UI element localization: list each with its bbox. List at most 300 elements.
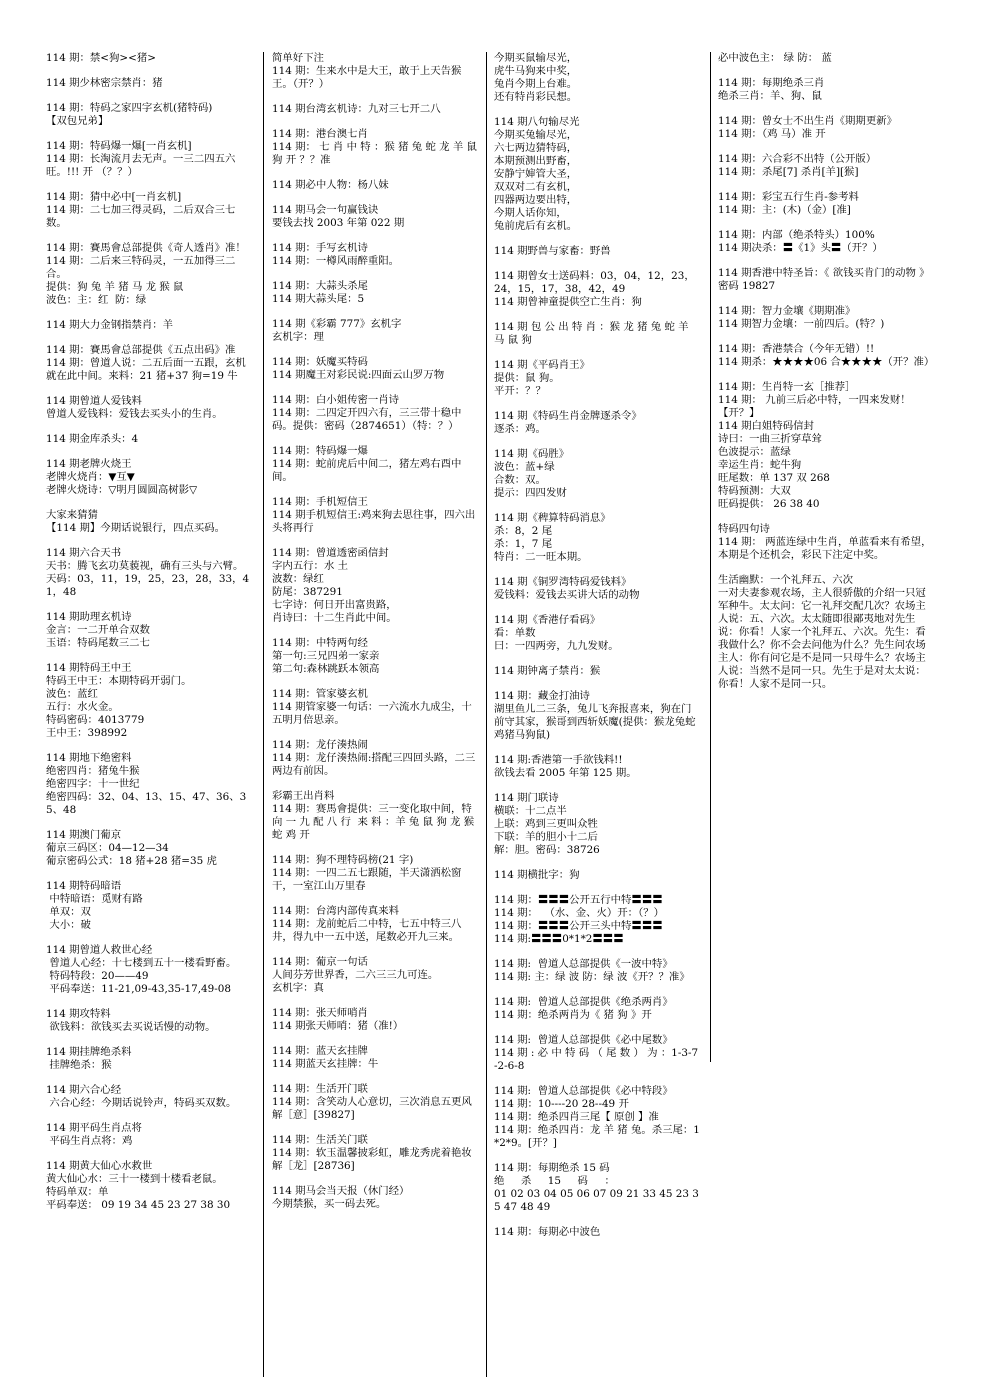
- text-line: 兔肖今期上台难。: [494, 78, 578, 90]
- text-line: 114 期：每期绝杀三肖: [718, 77, 825, 89]
- text-line: 特肖：二一旺本期。: [494, 551, 588, 563]
- text-block: [718, 153, 932, 179]
- text-line: 提供：鼠 狗。: [494, 372, 560, 384]
- text-block: [494, 894, 700, 946]
- text-line: 114 期六合天书: [46, 547, 122, 559]
- text-block: [494, 665, 700, 678]
- text-block: [494, 448, 700, 500]
- text-line: 第二句:森林跳跃本领高: [272, 663, 380, 675]
- text-line: 114 期： 七 肖 中 特 ：猴 猪 兔 蛇 龙 羊 鼠 狗 开 ？？准: [272, 141, 481, 166]
- text-block: [46, 242, 254, 307]
- text-line: 旺码提供： 26 38 40: [718, 498, 820, 510]
- column-divider: [710, 52, 711, 1062]
- text-line: 还有特肖彩民想。: [494, 91, 578, 103]
- text-line: 金言：一二开单合双数: [46, 624, 150, 636]
- text-block: [718, 381, 932, 511]
- text-block: [494, 116, 700, 233]
- text-line: 【双包兄弟】: [46, 115, 109, 127]
- text-line: 114 期《码胜》: [494, 448, 570, 460]
- text-block: [46, 547, 254, 599]
- text-block: [272, 1045, 478, 1071]
- text-line: 今期买鼠输尽光，: [494, 52, 578, 64]
- text-line: 欲钱去看 2005 年第 125 期。: [494, 767, 637, 779]
- text-line: 上联：鸡到三更叫众牲: [494, 818, 598, 830]
- text-line: 114 期特码王中王: [46, 662, 132, 674]
- text-line: 葡京三码区：04—12—34: [46, 842, 169, 854]
- text-line: 114 期马会一句赢钱诀: [272, 204, 379, 216]
- text-line: 114 期白姐特码信封: [718, 420, 814, 432]
- text-line: 114 期：一四二五七跟随，半天潇洒松窗干，一室江山万里春: [272, 867, 462, 892]
- text-line: 湖里鱼儿二三条，兔儿飞奔报喜来，狗在门前守其家，猴哥到西斩妖魔(提供：猴龙兔蛇鸡猪马狗鼠): [494, 703, 696, 741]
- text-line: 六合心经：今期话说铃声，特码买双数。: [46, 1097, 237, 1109]
- text-line: 今期人话你知，: [494, 207, 567, 219]
- text-line: 114 期《特码生肖金牌逐杀令》: [494, 410, 642, 422]
- text-line: 114 期魔王对彩民说:四面云山罗万物: [272, 369, 445, 381]
- text-line: 114 期：葡京一句话: [272, 956, 368, 968]
- text-block: [494, 792, 700, 857]
- text-line: 看：单数: [494, 627, 536, 639]
- text-line: 单双：双: [46, 906, 91, 918]
- text-line: 114 期：特码之家四字玄机(猪特码): [46, 102, 213, 114]
- text-line: 解［龙］[28736]: [272, 1160, 355, 1172]
- text-line: 114 期：曾道人说：二五后面一五跟，玄机就在此中间。来料：21 猪+37 狗=19 牛: [46, 357, 246, 382]
- text-column-1: [46, 52, 254, 1388]
- text-line: 大小：破: [46, 919, 91, 931]
- column-divider: [486, 52, 487, 1377]
- text-block: [46, 140, 254, 179]
- text-line: 114 期马会当天报（休门经）: [272, 1185, 410, 1197]
- text-block: [272, 1007, 478, 1033]
- text-line: 曰：一四两旁，九九发财。: [494, 640, 619, 652]
- text-line: 114 期：曾道透密函信封: [272, 547, 389, 559]
- text-line: 114 期:〓〓〓0*1*2〓〓〓: [494, 933, 624, 945]
- text-line: 114 期横批字：狗: [494, 869, 580, 881]
- text-block: [46, 880, 254, 932]
- text-line: 提供：狗 兔 羊 猪 马 龙 猴 鼠: [46, 281, 184, 293]
- text-line: 114 期：二后来三特码灵，一五加得三二合。: [46, 255, 236, 280]
- text-line: 特码密码：4013779: [46, 714, 145, 726]
- text-line: 【114 期】今期话说银行，四点买码。: [46, 522, 225, 534]
- text-line: 114 期决杀：〓《1》头〓（开？）: [718, 242, 883, 254]
- text-line: 114 期：软玉温馨披彩虹，雕龙秀虎着艳妆: [272, 1147, 472, 1159]
- text-block: [272, 905, 478, 944]
- text-line: 01 02 03 04 05 06 07 09 21 33 45 23 35 47 48 49: [494, 1188, 699, 1213]
- text-line: 114 期：绝杀四肖：龙 羊 猪 兔。杀三尾：1*2*9。[开？]: [494, 1124, 700, 1149]
- text-block: [272, 128, 481, 167]
- text-line: 114 期香港中特圣旨：《 欲钱买肯门的动物 》密码 19827: [718, 267, 930, 292]
- text-block: [718, 523, 932, 562]
- text-line: 本期预测出野畜，: [494, 155, 578, 167]
- text-block: [46, 1046, 254, 1072]
- text-line: 114 期六合心经: [46, 1084, 122, 1096]
- text-line: 双双对二有玄机，: [494, 181, 578, 193]
- text-line: 114 期《香港仔看码》: [494, 614, 601, 626]
- text-line: 杀：1，7 尾: [494, 538, 553, 550]
- text-block: [272, 103, 478, 116]
- text-line: 合数：双。: [494, 474, 546, 486]
- text-line: 天码：03，11，19，25，23，28，33，41，48: [46, 573, 250, 598]
- text-block: [46, 395, 254, 421]
- column-divider: [263, 52, 264, 1377]
- text-line: 解：胆。密码：38726: [494, 844, 600, 856]
- text-block: [494, 958, 700, 984]
- text-block: [718, 115, 932, 141]
- text-line: 114 期《平码肖王》: [494, 359, 590, 371]
- text-line: 114 期：手写玄机诗: [272, 242, 368, 254]
- text-block: [718, 52, 932, 65]
- text-block: [718, 191, 932, 217]
- text-line: 114 期助理玄机诗: [46, 611, 132, 623]
- text-line: 安静宁婶管大圣，: [494, 168, 578, 180]
- text-line: 简单好下注: [272, 52, 324, 64]
- text-line: 横联：十二点半: [494, 805, 567, 817]
- text-line: 波数：绿红: [272, 573, 324, 585]
- text-line: 今期禁猴，买一码去死。: [272, 1198, 387, 1210]
- text-block: [272, 1185, 478, 1211]
- text-line: 114 期：大蒜头杀尾: [272, 280, 368, 292]
- text-block: [272, 1134, 478, 1173]
- text-line: 114 期：生肖特一玄［推荐］: [718, 381, 856, 393]
- text-line: 114 期：长淘流月去无声。一三二四五六旺。!!! 开 （？？）: [46, 153, 236, 178]
- text-line: 114 期挂牌绝杀料: [46, 1046, 132, 1058]
- text-line: 114 期：特码爆一爆[一肖玄机]: [46, 140, 192, 152]
- text-block: [494, 869, 700, 882]
- text-line: 玄机字：理: [272, 331, 324, 343]
- text-line: 114 期：手机短信王: [272, 496, 368, 508]
- text-block: [494, 754, 700, 780]
- text-line: 114 期：绝杀四肖三尾【 原创 】准: [494, 1111, 659, 1123]
- text-line: 114 期：龙仔湊热闹:搭配三四回头路，二三两边有前因。: [272, 752, 476, 777]
- text-line: 114 期手机短信王:鸡来狗去思往事，四六出头将再行: [272, 509, 476, 534]
- text-block: [718, 343, 935, 369]
- text-line: 114 期：赛馬會提供：三一变化取中间，特 向 一 九 配 八 行 来 料 ：羊 兔 鼠 狗 龙 猴 蛇 鸡 开: [272, 803, 478, 841]
- text-line: 114 期：〓〓〓公开三头中特〓〓〓: [494, 920, 663, 932]
- text-line: 绝密四码：32、04、13、15、47、36、35、48: [46, 791, 247, 816]
- text-line: 四器两边要出特，: [494, 194, 578, 206]
- text-block: [46, 52, 254, 65]
- text-block: [46, 1008, 254, 1034]
- text-line: 114 期澳门葡京: [46, 829, 122, 841]
- text-line: 114 期钟离子禁肖：猴: [494, 665, 601, 677]
- text-block: [494, 270, 700, 309]
- text-line: 114 期：每期绝杀 15 码: [494, 1162, 610, 1174]
- text-line: 114 期：賽馬會总部提供《五点出码》准: [46, 344, 236, 356]
- text-line: 114 期《铜罗湾特码爱钱料》: [494, 576, 632, 588]
- text-block: [46, 458, 254, 497]
- text-column-4: [718, 52, 935, 1388]
- text-line: 幸运生肖：蛇牛狗: [718, 459, 802, 471]
- text-line: 114 期：（鸡 马）准 开: [718, 128, 826, 140]
- text-block: [272, 52, 478, 91]
- text-line: 114 期张天师哨：猪（准!）: [272, 1020, 404, 1032]
- text-line: 114 期必中人物：杨八妹: [272, 179, 389, 191]
- text-block: [272, 445, 478, 484]
- text-line: 绝杀三肖：羊、狗、鼠: [718, 90, 822, 102]
- text-line: 114 期：特码爆一爆: [272, 445, 368, 457]
- text-line: 114 期：港台澳七肖: [272, 128, 368, 140]
- text-line: 114 期：一樽风雨醉重阳。: [272, 255, 400, 267]
- text-block: [494, 410, 700, 436]
- text-line: 114 期台湾玄机诗：九对三七开二八: [272, 103, 441, 115]
- text-line: 114 期：杀尾[7] 杀肖[羊][猴]: [718, 166, 859, 178]
- text-line: 人间芬芳世界香，二六三三九可连。: [272, 969, 439, 981]
- text-line: 肖诗曰：十二生肖此中间。: [272, 612, 397, 624]
- text-block: [272, 280, 478, 306]
- text-line: 特码预测：大双: [718, 485, 791, 497]
- text-line: 114 期：蓝天玄挂牌: [272, 1045, 368, 1057]
- text-line: 114 期：生活开门联: [272, 1083, 368, 1095]
- text-column-2: [272, 52, 481, 1388]
- text-line: 114 期：生活关门联: [272, 1134, 368, 1146]
- text-line: 114 期：10----20 28--49 开: [494, 1098, 629, 1110]
- text-block: [46, 1160, 254, 1212]
- text-line: 平码生肖点将：鸡: [46, 1135, 133, 1147]
- text-line: 114 期：内部（绝杀特头）100%: [718, 229, 875, 241]
- text-column-3: [494, 52, 700, 1388]
- text-line: 114 期：曾女士不出生肖《期期更新》: [718, 115, 897, 127]
- text-line: 114 期老牌火烧王: [46, 458, 132, 470]
- text-line: 114 期：含笑动人心意切，三次消息五更风: [272, 1096, 472, 1108]
- text-line: 五行：水火金。: [46, 701, 119, 713]
- text-line: 114 期黄大仙心水救世: [46, 1160, 153, 1172]
- text-block: [494, 245, 700, 258]
- text-line: 114 期：賽馬會总部提供《奇人透肖》准！: [46, 242, 246, 254]
- text-line: 114 期：白小姐传密一肖诗: [272, 394, 400, 406]
- text-line: 老牌火烧肖：▼互▼: [46, 471, 135, 483]
- text-line: 114 期曾女士送码料：03，04，12，23，24，15，17，38，42，49: [494, 270, 695, 295]
- text-block: [494, 690, 700, 742]
- text-line: 平开：？？: [494, 385, 546, 397]
- text-block: [718, 574, 932, 691]
- text-line: 114 期：蛇前虎后中间二，猪左鸡右酉中间。: [272, 458, 462, 483]
- text-block: [272, 956, 478, 995]
- text-block: [46, 433, 254, 446]
- text-line: 平码奉送： 09 19 34 45 23 27 38 30: [46, 1199, 231, 1211]
- text-line: 爱钱料：爱钱去买讲大话的动物: [494, 589, 640, 601]
- text-block: [272, 547, 478, 625]
- text-block: [272, 204, 478, 230]
- text-block: [46, 752, 254, 817]
- text-block: [46, 662, 254, 740]
- text-block: [46, 344, 254, 383]
- text-block: [272, 394, 478, 433]
- text-block: [494, 1162, 700, 1214]
- text-line: 114 期： 两蓝连绿中生肖，单蓝看来有希望，本期是个还机会，彩民下注定中奖。: [718, 536, 932, 561]
- text-line: 曾道人心经：十七楼到五十一楼看野畜。: [46, 957, 237, 969]
- text-line: 波色：主：红 防：绿: [46, 294, 147, 306]
- text-line: 虎牛马狗来中奖，: [494, 65, 578, 77]
- text-line: 114 期: 曾道人总部提供《必中特段》: [494, 1085, 673, 1097]
- text-line: 提示：四四发财: [494, 487, 567, 499]
- text-line: 逐杀：鸡。: [494, 423, 546, 435]
- text-line: 114 期 : 必 中 特 码 （ 尾 数 ） 为 ：1-3-7-2-6-8: [494, 1047, 699, 1072]
- text-line: 114 期：六合彩不出特（公开版）: [718, 153, 877, 165]
- text-block: [272, 688, 478, 727]
- text-line: 诗曰：一曲三折穿草耸: [718, 433, 822, 445]
- text-line: 114 期曾道人爱钱料: [46, 395, 142, 407]
- text-block: [494, 359, 700, 398]
- text-line: 老牌火烧诗：▽明月圆圆高树影▽: [46, 484, 198, 496]
- text-line: 114 期：龙前蛇后二中特，七五中特三八井，得九中一五中送，尾数必开九三来。: [272, 918, 462, 943]
- text-block: [272, 637, 478, 676]
- text-line: 114 期: 曾道人总部提供《一波中特》: [494, 958, 673, 970]
- text-line: 特码特段：20——49: [46, 970, 149, 982]
- text-block: [272, 854, 478, 893]
- text-line: 114 期:香港第一手欲钱料!!: [494, 754, 623, 766]
- text-line: 字内五行：水 土: [272, 560, 349, 572]
- text-line: 绝密四肖：猪兔牛猴: [46, 765, 140, 777]
- text-line: 特码王中王：本期特码开弱门。: [46, 675, 192, 687]
- text-block: [46, 1084, 254, 1110]
- text-block: [46, 1122, 254, 1148]
- text-line: 今期买兔输尽光，: [494, 129, 578, 141]
- text-block: [494, 512, 700, 564]
- text-line: 旺尾数：单 137 双 268: [718, 472, 830, 484]
- text-line: 114 期：禁<狗><猪>: [46, 52, 156, 64]
- text-line: 114 期： （水、金、火）开：（？）: [494, 907, 665, 919]
- text-line: 114 期：中特两句经: [272, 637, 368, 649]
- text-block: [272, 739, 478, 778]
- text-line: 特码单双：单: [46, 1186, 109, 1198]
- text-block: [494, 576, 700, 602]
- text-line: 114 期野兽与家畜：野兽: [494, 245, 611, 257]
- text-line: 114 期少林密宗禁肖：猪: [46, 77, 163, 89]
- text-line: 114 期：台湾内部传真来料: [272, 905, 400, 917]
- text-line: 114 期：绝杀两肖为《 猪 狗 》开: [494, 1009, 652, 1021]
- text-line: 玄机字：真: [272, 982, 324, 994]
- text-line: 114 期智力金壤：一前四后。(特？): [718, 318, 885, 330]
- text-line: 114 期：〓〓〓公开五行中特〓〓〓: [494, 894, 663, 906]
- text-line: 114 期管家婆一句话：一六流水九成尘，十五明月倍思亲。: [272, 701, 472, 726]
- text-line: 大家来猜猜: [46, 509, 98, 521]
- text-line: 114 期： 九前三后必中特，一四来发财！【开？】: [718, 394, 911, 419]
- text-block: [494, 1226, 700, 1239]
- text-line: 114 期：智力金壤《期期准》: [718, 305, 856, 317]
- text-line: 曾道人爱钱料：爱钱去买头小的生肖。: [46, 408, 223, 420]
- text-line: 王中王：398992: [46, 727, 128, 739]
- text-line: 下联：羊的胆小十二后: [494, 831, 598, 843]
- text-line: 114 期门联诗: [494, 792, 559, 804]
- text-line: 114 期：主：(木)（金）[准]: [718, 204, 851, 216]
- text-block: [718, 267, 932, 293]
- text-block: [46, 319, 254, 332]
- text-line: 114 期：生来水中是大王，敢于上天告猴王。（开？）: [272, 65, 462, 90]
- text-line: 杀：8，2 尾: [494, 525, 553, 537]
- text-block: [46, 509, 254, 535]
- text-block: [718, 229, 932, 255]
- text-line: 114 期曾道人救世心经: [46, 944, 153, 956]
- text-line: 114 期：猜中必中[一肖玄机]: [46, 191, 182, 203]
- text-block: [494, 1034, 700, 1073]
- text-block: [494, 52, 700, 104]
- text-line: 114 期：每期必中波色: [494, 1226, 601, 1238]
- text-line: 114 期：狗不理特码榜(21 字): [272, 854, 414, 866]
- text-line: 114 期: 曾道人总部提供《绝杀两肖》: [494, 996, 673, 1008]
- text-line: 第一句:三兄四弟一家亲: [272, 650, 380, 662]
- text-line: 114 期: 主：绿 波 防：绿 波《开？？准》: [494, 971, 690, 983]
- text-line: 114 期：管家婆玄机: [272, 688, 368, 700]
- text-line: 生活幽默：一个礼拜五、六次: [718, 574, 854, 586]
- text-line: 114 期平码生肖点将: [46, 1122, 142, 1134]
- text-line: 114 期蓝天玄挂牌：牛: [272, 1058, 379, 1070]
- text-line: 中特暗语：觅财有路: [46, 893, 143, 905]
- text-line: 114 期：张天师哨肖: [272, 1007, 368, 1019]
- text-line: 六七两边猜特码，: [494, 142, 578, 154]
- text-block: [272, 1083, 478, 1122]
- text-line: 绝 杀 15 码 ：: [494, 1175, 615, 1187]
- text-line: 防尾：387291: [272, 586, 343, 598]
- text-line: 114 期金库杀头：4: [46, 433, 139, 445]
- text-line: 挂牌绝杀：猴: [46, 1059, 112, 1071]
- text-block: [46, 77, 254, 90]
- text-block: [46, 191, 254, 230]
- text-line: 解［意］[39827]: [272, 1109, 355, 1121]
- text-line: 彩霸王出肖料: [272, 790, 335, 802]
- text-block: [494, 996, 700, 1022]
- text-line: 114 期：彩宝五行生肖-参考料: [718, 191, 859, 203]
- text-line: 114 期：香港禁合（今年无错）!!: [718, 343, 875, 355]
- text-block: [494, 614, 700, 653]
- text-line: 114 期：龙仔湊热闹: [272, 739, 368, 751]
- text-line: 波色：蓝+绿: [494, 461, 555, 473]
- text-line: 114 期攻特料: [46, 1008, 111, 1020]
- text-line: 波色：蓝红: [46, 688, 98, 700]
- text-line: 要钱去找 2003 年第 022 期: [272, 217, 405, 229]
- text-line: 114 期: 曾道人总部提供《必中尾数》: [494, 1034, 673, 1046]
- text-line: 玉语：特码尾数三二七: [46, 637, 150, 649]
- text-line: 特码四句诗: [718, 523, 770, 535]
- text-block: [718, 77, 932, 103]
- text-line: 114 期《稗算特码消息》: [494, 512, 611, 524]
- text-line: 114 期特码暗语: [46, 880, 122, 892]
- text-block: [46, 829, 254, 868]
- text-block: [46, 944, 254, 996]
- text-line: 必中波色主： 绿 防： 蓝: [718, 52, 832, 64]
- text-block: [272, 318, 478, 344]
- text-line: 114 期：妖魔买特码: [272, 356, 368, 368]
- text-block: [272, 496, 478, 535]
- text-line: 114 期 包 公 出 特 肖 ：猴 龙 猪 兔 蛇 羊 马 鼠 狗: [494, 321, 692, 346]
- text-block: [494, 1085, 700, 1150]
- text-line: 114 期：藏金打油诗: [494, 690, 590, 702]
- text-block: [46, 611, 254, 650]
- text-block: [272, 356, 478, 382]
- text-block: [272, 242, 478, 268]
- text-line: 绝密四字：十一世纪: [46, 778, 140, 790]
- text-line: 七字诗：何日开出富贵路，: [272, 599, 397, 611]
- text-line: 色波提示：蓝绿: [718, 446, 791, 458]
- text-line: 114 期地下绝密料: [46, 752, 132, 764]
- text-line: 114 期：二四定开四六有，三三带十稳中码。提供：密码（2874651）（特：？）: [272, 407, 462, 432]
- text-line: 114 期大蒜头尾：5: [272, 293, 365, 305]
- text-line: 平码奉送：11-21,09-43,35-17,49-08: [46, 983, 231, 995]
- text-line: 114 期：二七加三得灵码，二后双合三七数。: [46, 204, 236, 229]
- text-block: [494, 321, 700, 347]
- text-block: [46, 102, 254, 128]
- text-block: [272, 179, 478, 192]
- text-line: 欲钱料：欲钱买去买说话慢的动物。: [46, 1021, 216, 1033]
- text-line: 天书：腾飞玄功莫藐视，确有三头与六臂。: [46, 560, 244, 572]
- text-line: 黄大仙心水：三十一楼到十楼看老鼠。: [46, 1173, 223, 1185]
- text-line: 114 期曾神童提供空亡生肖：狗: [494, 296, 642, 308]
- text-line: 兔前虎后有玄机。: [494, 220, 578, 232]
- text-line: 114 期杀：★★★★06 合★★★★（开？准）: [718, 356, 935, 368]
- text-line: 葡京密码公式：18 猪+28 猪=35 虎: [46, 855, 217, 867]
- text-line: 114 期大力金钢指禁肖：羊: [46, 319, 174, 331]
- text-line: 114 期八句输尽光: [494, 116, 580, 128]
- text-line: 114 期《彩霸 777》玄机字: [272, 318, 402, 330]
- text-line: 一对夫妻参观农场，主人很骄傲的介绍一只冠军种牛。太太问：它一礼拜交配几次？农场主人说：五、六次。太太随即很鄙夷地对先生说：你看！人家一个礼拜五、六次。先生：看我做什么？你不会去问他为什么？先生问农场主人：你有问它是不是同一只母牛么？农场主人说：当然不是同一只。先生于是对太太说：你看！人家不是同一只。: [718, 587, 926, 690]
